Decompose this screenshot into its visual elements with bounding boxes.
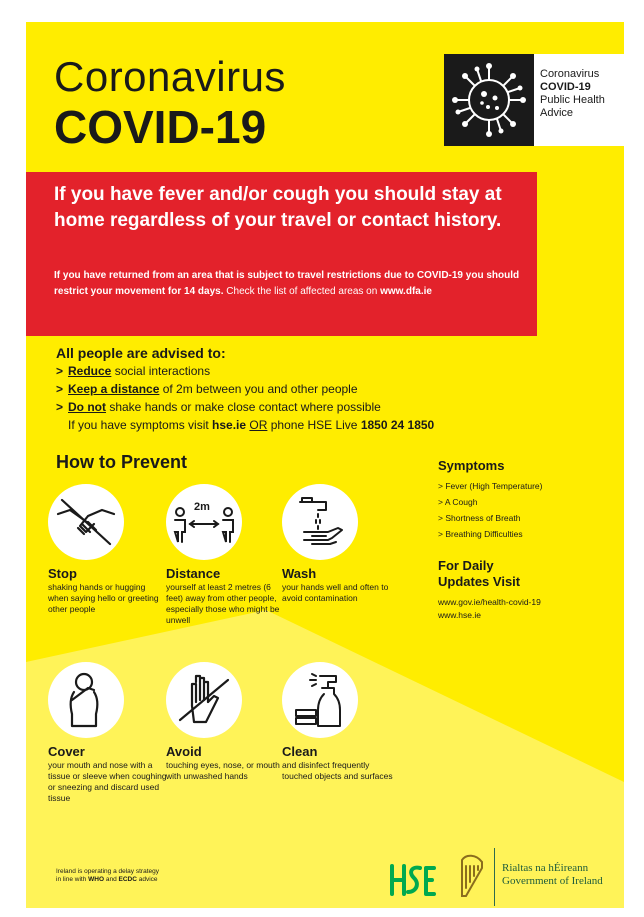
alert-subtext: If you have returned from an area that is subject to travel restrictions due to COVID-19 you should restrict your movement for 14 days. Check the list of affected areas on www.dfa.ie xyxy=(54,270,520,297)
hand-wash-icon xyxy=(282,484,358,560)
handshake-icon xyxy=(48,484,124,560)
tile-avoid-label: Avoid xyxy=(166,744,202,759)
symptoms-heading: Symptoms xyxy=(438,458,505,473)
tile-clean-label: Clean xyxy=(282,744,318,759)
tile-clean-desc: and disinfect frequently touched objects and surfaces xyxy=(282,760,393,781)
hse-site-link[interactable]: www.hse.ie xyxy=(438,610,481,620)
symptom-item: > A Cough xyxy=(438,497,478,507)
title-coronavirus: Coronavirus xyxy=(54,53,286,100)
tile-clean xyxy=(282,662,402,782)
advice-section xyxy=(56,344,576,434)
distance-badge: 2m xyxy=(194,501,210,513)
symptom-item: > Shortness of Breath xyxy=(438,513,521,523)
distance-icon xyxy=(166,484,242,560)
alert-headline: If you have fever and/or cough you should stay at home regardless of your travel or contact history. xyxy=(54,184,502,231)
updates-heading: For Daily Updates Visit xyxy=(438,558,521,589)
tile-wash-desc: your hands well and often to avoid contamination xyxy=(282,582,389,603)
dfa-link[interactable]: www.dfa.ie xyxy=(380,286,432,297)
government-divider xyxy=(494,848,495,906)
tile-cover-label: Cover xyxy=(48,744,85,759)
cough-cover-icon xyxy=(48,662,124,738)
public-health-logo xyxy=(444,54,624,146)
tile-stop-desc: shaking hands or hugging when saying hello or greeting other people xyxy=(48,582,159,614)
how-to-prevent-heading: How to Prevent xyxy=(56,452,188,472)
tile-avoid-desc: touching eyes, nose, or mouth with unwashed hands xyxy=(166,760,280,781)
sidebar-info xyxy=(438,458,618,622)
tile-distance-desc: yourself at least 2 metres (6 feet) away from other people, especially those who might be unwell xyxy=(166,582,280,625)
symptom-item: > Fever (High Temperature) xyxy=(438,481,543,491)
spray-bottle-icon xyxy=(282,662,358,738)
tile-distance xyxy=(166,484,286,626)
government-of-ireland-wordmark: Rialtas na hÉireann Government of Ireland xyxy=(502,862,603,887)
no-touch-hand-icon xyxy=(166,662,242,738)
poster xyxy=(26,22,624,908)
harp-emblem-icon xyxy=(456,852,486,900)
alert-box xyxy=(26,172,537,336)
tile-cover-desc: your mouth and nose with a tissue or sleeve when coughing or sneezing and discard used tissue xyxy=(48,760,167,803)
tile-distance-label: Distance xyxy=(166,566,221,581)
title-covid19: COVID-19 xyxy=(54,101,267,153)
tile-stop xyxy=(48,484,168,615)
tile-cover xyxy=(48,662,168,804)
advice-item-reduce: > Reduce social interactions xyxy=(56,364,211,378)
tile-wash-label: Wash xyxy=(282,566,317,581)
advice-item-distance: > Keep a distance of 2m between you and other people xyxy=(56,382,358,396)
hse-live-phone: 1850 24 1850 xyxy=(360,418,435,432)
gov-covid-link[interactable]: www.gov.ie/health-covid-19 xyxy=(438,597,541,607)
advice-item-handshake: > Do not shake hands or make close contact where possible xyxy=(56,400,381,414)
symptoms-contact-line: If you have symptoms visit hse.ie OR phone HSE Live 1850 24 1850 xyxy=(68,418,435,432)
advice-heading: All people are advised to: xyxy=(56,345,226,361)
tile-stop-label: Stop xyxy=(48,566,77,581)
logo-caption: Coronavirus COVID-19 Public Health Advice xyxy=(540,68,605,119)
hse-link[interactable]: hse.ie xyxy=(212,418,247,432)
hse-logo xyxy=(386,860,436,900)
symptom-item: > Breathing Difficulties xyxy=(438,529,523,539)
tile-wash xyxy=(282,484,402,604)
tile-avoid xyxy=(166,662,286,782)
delay-strategy-note: Ireland is operating a delay strategy in line with WHO and ECDC advice xyxy=(56,868,159,883)
virus-icon xyxy=(444,54,534,146)
